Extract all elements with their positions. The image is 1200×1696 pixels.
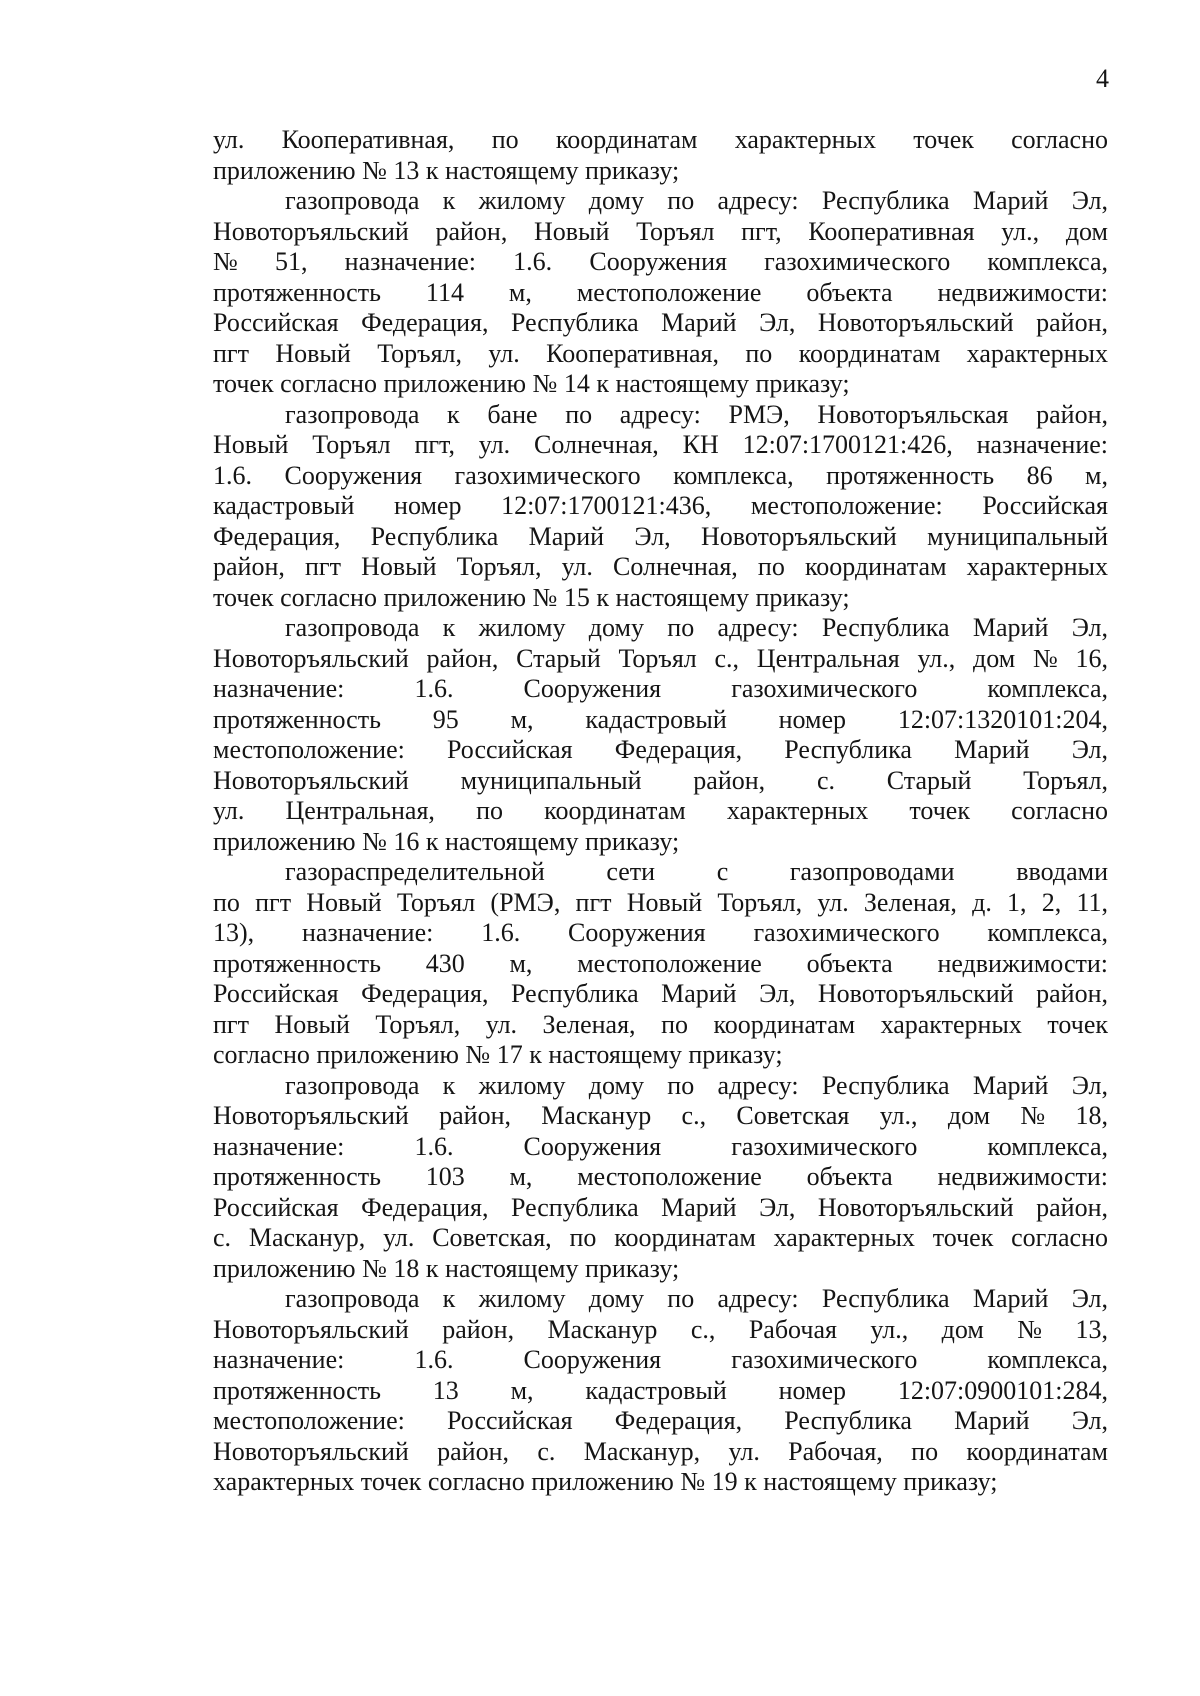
text-line-content: приложению № 13 к настоящему приказу; xyxy=(213,155,680,185)
text-line-content: местоположение: Российская Федерация, Республика Марий Эл, xyxy=(213,735,1108,764)
text-line xyxy=(213,1345,1108,1376)
paragraph xyxy=(213,613,1108,857)
text-line-content: точек согласно приложению № 14 к настоящему приказу; xyxy=(213,369,850,398)
text-line-content: Новоторъяльский район, Масканур с., Советская ул., дом № 18, xyxy=(213,1101,1108,1130)
text-line-content: назначение: 1.6. Сооружения газохимического комплекса, xyxy=(213,1345,1108,1374)
text-line-content: назначение: 1.6. Сооружения газохимического комплекса, xyxy=(213,674,1108,703)
text-line xyxy=(213,796,1108,827)
text-line-content: Российская Федерация, Республика Марий Эл, Новоторъяльский район, xyxy=(213,308,1108,337)
text-line xyxy=(213,1437,1108,1468)
text-line xyxy=(213,888,1108,919)
text-line-content: приложению № 16 к настоящему приказу; xyxy=(213,826,680,856)
text-line-content: назначение: 1.6. Сооружения газохимического комплекса, xyxy=(213,1131,1108,1161)
text-line xyxy=(213,461,1108,492)
text-line-content: кадастровый номер 12:07:1700121:436, местоположение: Российская xyxy=(213,491,1108,520)
text-line-content: ул. Центральная, по координатам характерных точек согласно xyxy=(213,796,1108,825)
text-line xyxy=(213,339,1108,370)
text-line xyxy=(213,1284,1108,1315)
text-line-content: точек согласно приложению № 15 к настоящему приказу; xyxy=(213,582,850,612)
text-line-content: пгт Новый Торъял, ул. Кооперативная, по координатам характерных xyxy=(213,338,1108,368)
text-line-content: Российская Федерация, Республика Марий Эл, Новоторъяльский район, xyxy=(213,1192,1108,1222)
text-line-content: протяженность 95 м, кадастровый номер 12:07:1320101:204, xyxy=(213,704,1108,734)
text-line xyxy=(213,735,1108,766)
text-line xyxy=(213,1467,1108,1498)
text-block xyxy=(213,125,1108,1498)
text-line-content: ул. Кооперативная, по координатам характерных точек согласно xyxy=(213,125,1108,154)
text-line-content: согласно приложению № 17 к настоящему приказу; xyxy=(213,1040,783,1069)
text-line xyxy=(213,491,1108,522)
text-line xyxy=(213,1101,1108,1132)
text-line xyxy=(213,217,1108,248)
text-line xyxy=(213,979,1108,1010)
paragraph xyxy=(213,186,1108,400)
text-line xyxy=(213,705,1108,736)
text-line-content: 1.6. Сооружения газохимического комплекса, протяженность 86 м, xyxy=(213,460,1108,490)
text-line-content: Новоторъяльский район, Старый Торъял с., Центральная ул., дом № 16, xyxy=(213,643,1108,673)
text-line xyxy=(213,1010,1108,1041)
text-line-content: Новоторъяльский район, Масканур с., Рабочая ул., дом № 13, xyxy=(213,1314,1108,1344)
text-line-content: протяженность 103 м, местоположение объекта недвижимости: xyxy=(213,1162,1108,1191)
paragraph xyxy=(213,400,1108,614)
text-line-content: район, пгт Новый Торъял, ул. Солнечная, по координатам характерных xyxy=(213,552,1108,581)
text-line xyxy=(213,918,1108,949)
text-line xyxy=(213,1132,1108,1163)
text-line xyxy=(213,1406,1108,1437)
text-line-content: с. Масканур, ул. Советская, по координатам характерных точек согласно xyxy=(213,1223,1108,1252)
text-line-content: № 51, назначение: 1.6. Сооружения газохимического комплекса, xyxy=(213,247,1108,276)
text-line-content: приложению № 18 к настоящему приказу; xyxy=(213,1253,680,1283)
text-line xyxy=(213,1040,1108,1071)
paragraph xyxy=(213,125,1108,186)
text-line-content: Федерация, Республика Марий Эл, Новоторъяльский муниципальный xyxy=(213,521,1108,551)
text-line xyxy=(213,400,1108,431)
text-line xyxy=(213,1254,1108,1285)
text-line xyxy=(213,125,1108,156)
text-line-content: Новоторъяльский район, с. Масканур, ул. Рабочая, по координатам xyxy=(213,1436,1108,1466)
text-line-content: протяженность 114 м, местоположение объекта недвижимости: xyxy=(213,277,1108,307)
text-line xyxy=(213,857,1108,888)
paragraph xyxy=(213,857,1108,1071)
text-line-content: газопровода к бане по адресу: РМЭ, Новоторъяльская район, xyxy=(285,399,1108,429)
text-line-content: газораспределительной сети с газопроводами вводами xyxy=(285,857,1108,886)
text-line-content: 13), назначение: 1.6. Сооружения газохимического комплекса, xyxy=(213,918,1108,947)
text-line xyxy=(213,369,1108,400)
text-line xyxy=(213,308,1108,339)
text-line xyxy=(213,430,1108,461)
text-line-content: пгт Новый Торъял, ул. Зеленая, по координатам характерных точек xyxy=(213,1009,1108,1039)
page-number: 4 xyxy=(1096,64,1109,93)
text-line xyxy=(213,552,1108,583)
text-line xyxy=(213,1315,1108,1346)
text-line-content: Новый Торъял пгт, ул. Солнечная, КН 12:07:1700121:426, назначение: xyxy=(213,430,1108,459)
text-line-content: характерных точек согласно приложению № 19 к настоящему приказу; xyxy=(213,1467,998,1496)
text-line xyxy=(213,278,1108,309)
text-line-content: газопровода к жилому дому по адресу: Республика Марий Эл, xyxy=(285,613,1108,642)
text-line xyxy=(213,949,1108,980)
text-line xyxy=(213,766,1108,797)
text-line-content: по пгт Новый Торъял (РМЭ, пгт Новый Торъял, ул. Зеленая, д. 1, 2, 11, xyxy=(213,887,1108,917)
text-line xyxy=(213,247,1108,278)
text-line xyxy=(213,583,1108,614)
paragraph xyxy=(213,1071,1108,1285)
text-line xyxy=(213,1193,1108,1224)
text-line-content: газопровода к жилому дому по адресу: Республика Марий Эл, xyxy=(285,1284,1108,1313)
text-line xyxy=(213,1162,1108,1193)
text-line xyxy=(213,522,1108,553)
text-line-content: Новоторъяльский муниципальный район, с. Старый Торъял, xyxy=(213,765,1108,795)
text-line xyxy=(213,156,1108,187)
text-line xyxy=(213,1376,1108,1407)
text-line xyxy=(213,674,1108,705)
text-line-content: Новоторъяльский район, Новый Торъял пгт, Кооперативная ул., дом xyxy=(213,216,1108,246)
text-line-content: газопровода к жилому дому по адресу: Республика Марий Эл, xyxy=(285,1070,1108,1100)
text-line-content: протяженность 430 м, местоположение объекта недвижимости: xyxy=(213,948,1108,978)
text-line xyxy=(213,186,1108,217)
text-line-content: местоположение: Российская Федерация, Республика Марий Эл, xyxy=(213,1406,1108,1435)
text-line xyxy=(213,1223,1108,1254)
text-line xyxy=(213,644,1108,675)
text-line-content: Российская Федерация, Республика Марий Эл, Новоторъяльский район, xyxy=(213,979,1108,1008)
text-line-content: газопровода к жилому дому по адресу: Республика Марий Эл, xyxy=(285,186,1108,215)
text-line xyxy=(213,827,1108,858)
text-line-content: протяженность 13 м, кадастровый номер 12:07:0900101:284, xyxy=(213,1375,1108,1405)
text-line xyxy=(213,1071,1108,1102)
text-line xyxy=(213,613,1108,644)
paragraph xyxy=(213,1284,1108,1498)
